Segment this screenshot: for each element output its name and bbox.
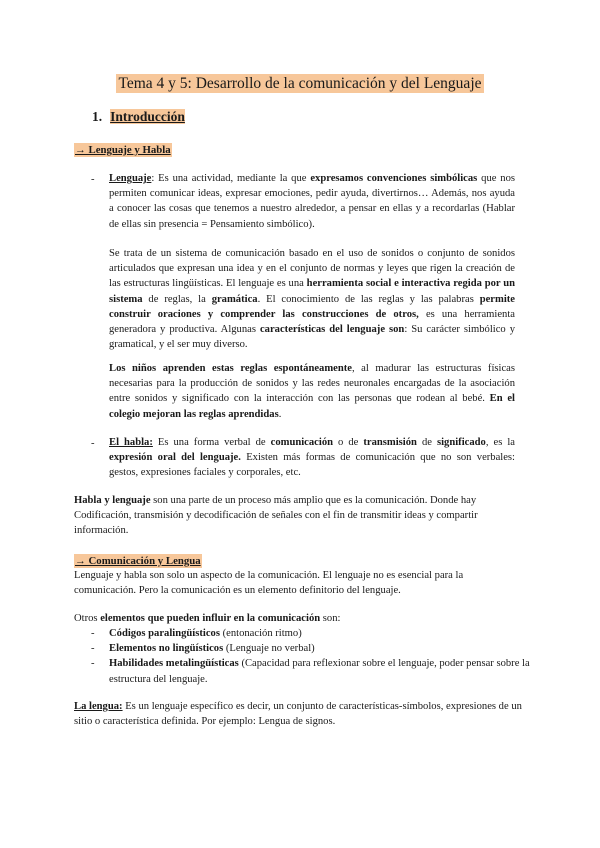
bold-text: significado — [436, 437, 486, 448]
bold-text: Los niños aprenden estas reglas espontáneamente — [109, 363, 352, 374]
text: Otros — [74, 613, 101, 624]
text: Es un lenguaje específico es decir, un conjunto de características-símbolos, expresiones de un sitio o característica definida. Por ejemplo: Lengua de signos. — [74, 701, 522, 728]
text: de reglas, la — [142, 293, 212, 305]
text: Lenguaje y habla son solo un aspecto de la comunicación. El lenguaje no es esencial para la comunicación. Pero la comunicación es un elemento definitorio del lenguaje. — [74, 570, 464, 597]
bullet-dash: - — [91, 658, 95, 670]
bullet-dash: - — [91, 438, 95, 449]
text: son: — [320, 613, 341, 624]
text: , es la — [485, 437, 515, 448]
list-item — [91, 626, 531, 641]
bold-text: permite construir oraciones y comprender las construcciones de otros, — [109, 293, 515, 320]
text: Se trata de un sistema de comunicación basado en el uso de sonidos o conjunto de sonidos articulados que expresan una idea y en el conjunto de normas y leyes que rigen la creación de las estructuras lingüísticas. El lenguaje es una — [109, 248, 515, 290]
paragraph-habla-lenguaje — [74, 493, 524, 539]
page-title — [0, 74, 600, 94]
elements-list — [91, 626, 531, 687]
text: . — [278, 408, 282, 420]
text: o de — [333, 437, 364, 448]
bold-text: Elementos no lingüísticos — [109, 643, 224, 655]
text: (Capacidad para reflexionar sobre el lenguaje, poder pensar sobre la estructura del lenguaje. — [109, 658, 530, 685]
text: . El conocimiento de las reglas y las palabras — [257, 293, 480, 305]
bold-text: Códigos paralingüísticos — [109, 628, 220, 639]
section-heading — [92, 108, 185, 126]
subheading-text: → Lenguaje y Habla — [75, 144, 171, 156]
title-text: Tema 4 y 5: Desarrollo de la comunicación y del Lenguaje — [118, 75, 482, 92]
text: , al madurar las estructuras físicas necesarias para la producción de sonidos y las redes neuronales encargadas de la asociación entre sonidos y significado con la interacción con las personas que rodean al bebé. — [109, 363, 515, 405]
bullet-dash: - — [91, 628, 95, 639]
text: son una parte de un proceso más amplio que es la comunicación. Donde hay Codificación, transmisión y decodificación de señales con el fin de transmitir ideas y compartir información. — [74, 495, 478, 537]
paragraph-lengua — [74, 699, 524, 729]
bold-text: expresión oral del lenguaje. — [109, 452, 241, 464]
subheading-comunicacion-lengua — [74, 554, 202, 568]
text: : Su carácter simbólico y gramatical, y el ser muy diverso. — [109, 324, 515, 351]
text: que nos permiten comunicar ideas, expresar emociones, pedir ayuda, divertirnos… Además, nos ayuda a conocer las cosas que tenemos a nuestro alrededor, a pensar en ellas y a recordarlas (Hablar de ellas sin presencia = Pensamiento simbólico). — [109, 173, 516, 230]
bold-text: gramática — [211, 293, 258, 305]
bullet-dash: - — [91, 643, 95, 655]
bold-text: expresamos convenciones simbólicas — [310, 173, 478, 184]
bold-text: Habilidades metalingüísticas — [109, 658, 239, 670]
term-habla: El habla: — [109, 437, 153, 448]
text: es una herramienta generadora y productiva. Algunas — [109, 308, 515, 336]
term-lenguaje: Lenguaje — [109, 173, 152, 184]
bold-text: características del lenguaje son — [259, 324, 405, 336]
list-item — [91, 656, 531, 686]
paragraph-comunicacion — [74, 568, 524, 598]
paragraph-sistema — [109, 246, 515, 352]
subheading-text: → Comunicación y Lengua — [75, 555, 201, 567]
term-lengua: La lengua: — [74, 701, 123, 712]
text: de — [416, 437, 437, 448]
section-number: 1. — [92, 109, 103, 124]
paragraph-ninos — [109, 361, 515, 422]
bold-text: Habla y lenguaje — [74, 495, 151, 506]
text: Existen más formas de comunicación que no son verbales: gestos, expresiones faciales y corporales, etc. — [109, 452, 516, 479]
text: : Es una actividad, mediante la que — [151, 173, 311, 184]
section-label: Introducción — [110, 109, 185, 124]
text: (Lenguaje no verbal) — [223, 643, 315, 655]
bullet-dash: - — [91, 174, 95, 185]
text: (entonación ritmo) — [219, 628, 302, 639]
text: Es una forma verbal de — [152, 437, 271, 448]
paragraph-lenguaje — [109, 171, 515, 232]
bold-text: comunicación — [270, 437, 334, 448]
paragraph-otros — [74, 611, 524, 626]
list-item — [91, 641, 531, 656]
paragraph-habla — [109, 435, 515, 481]
bold-text: herramienta social e interactiva regida por un sistema — [109, 278, 515, 305]
subheading-lenguaje-habla — [74, 143, 172, 157]
bold-text: En el colegio mejoran las reglas aprendidas — [109, 393, 515, 420]
bold-text: elementos que pueden influir en la comunicación — [100, 613, 321, 624]
bold-text: transmisión — [363, 437, 417, 448]
